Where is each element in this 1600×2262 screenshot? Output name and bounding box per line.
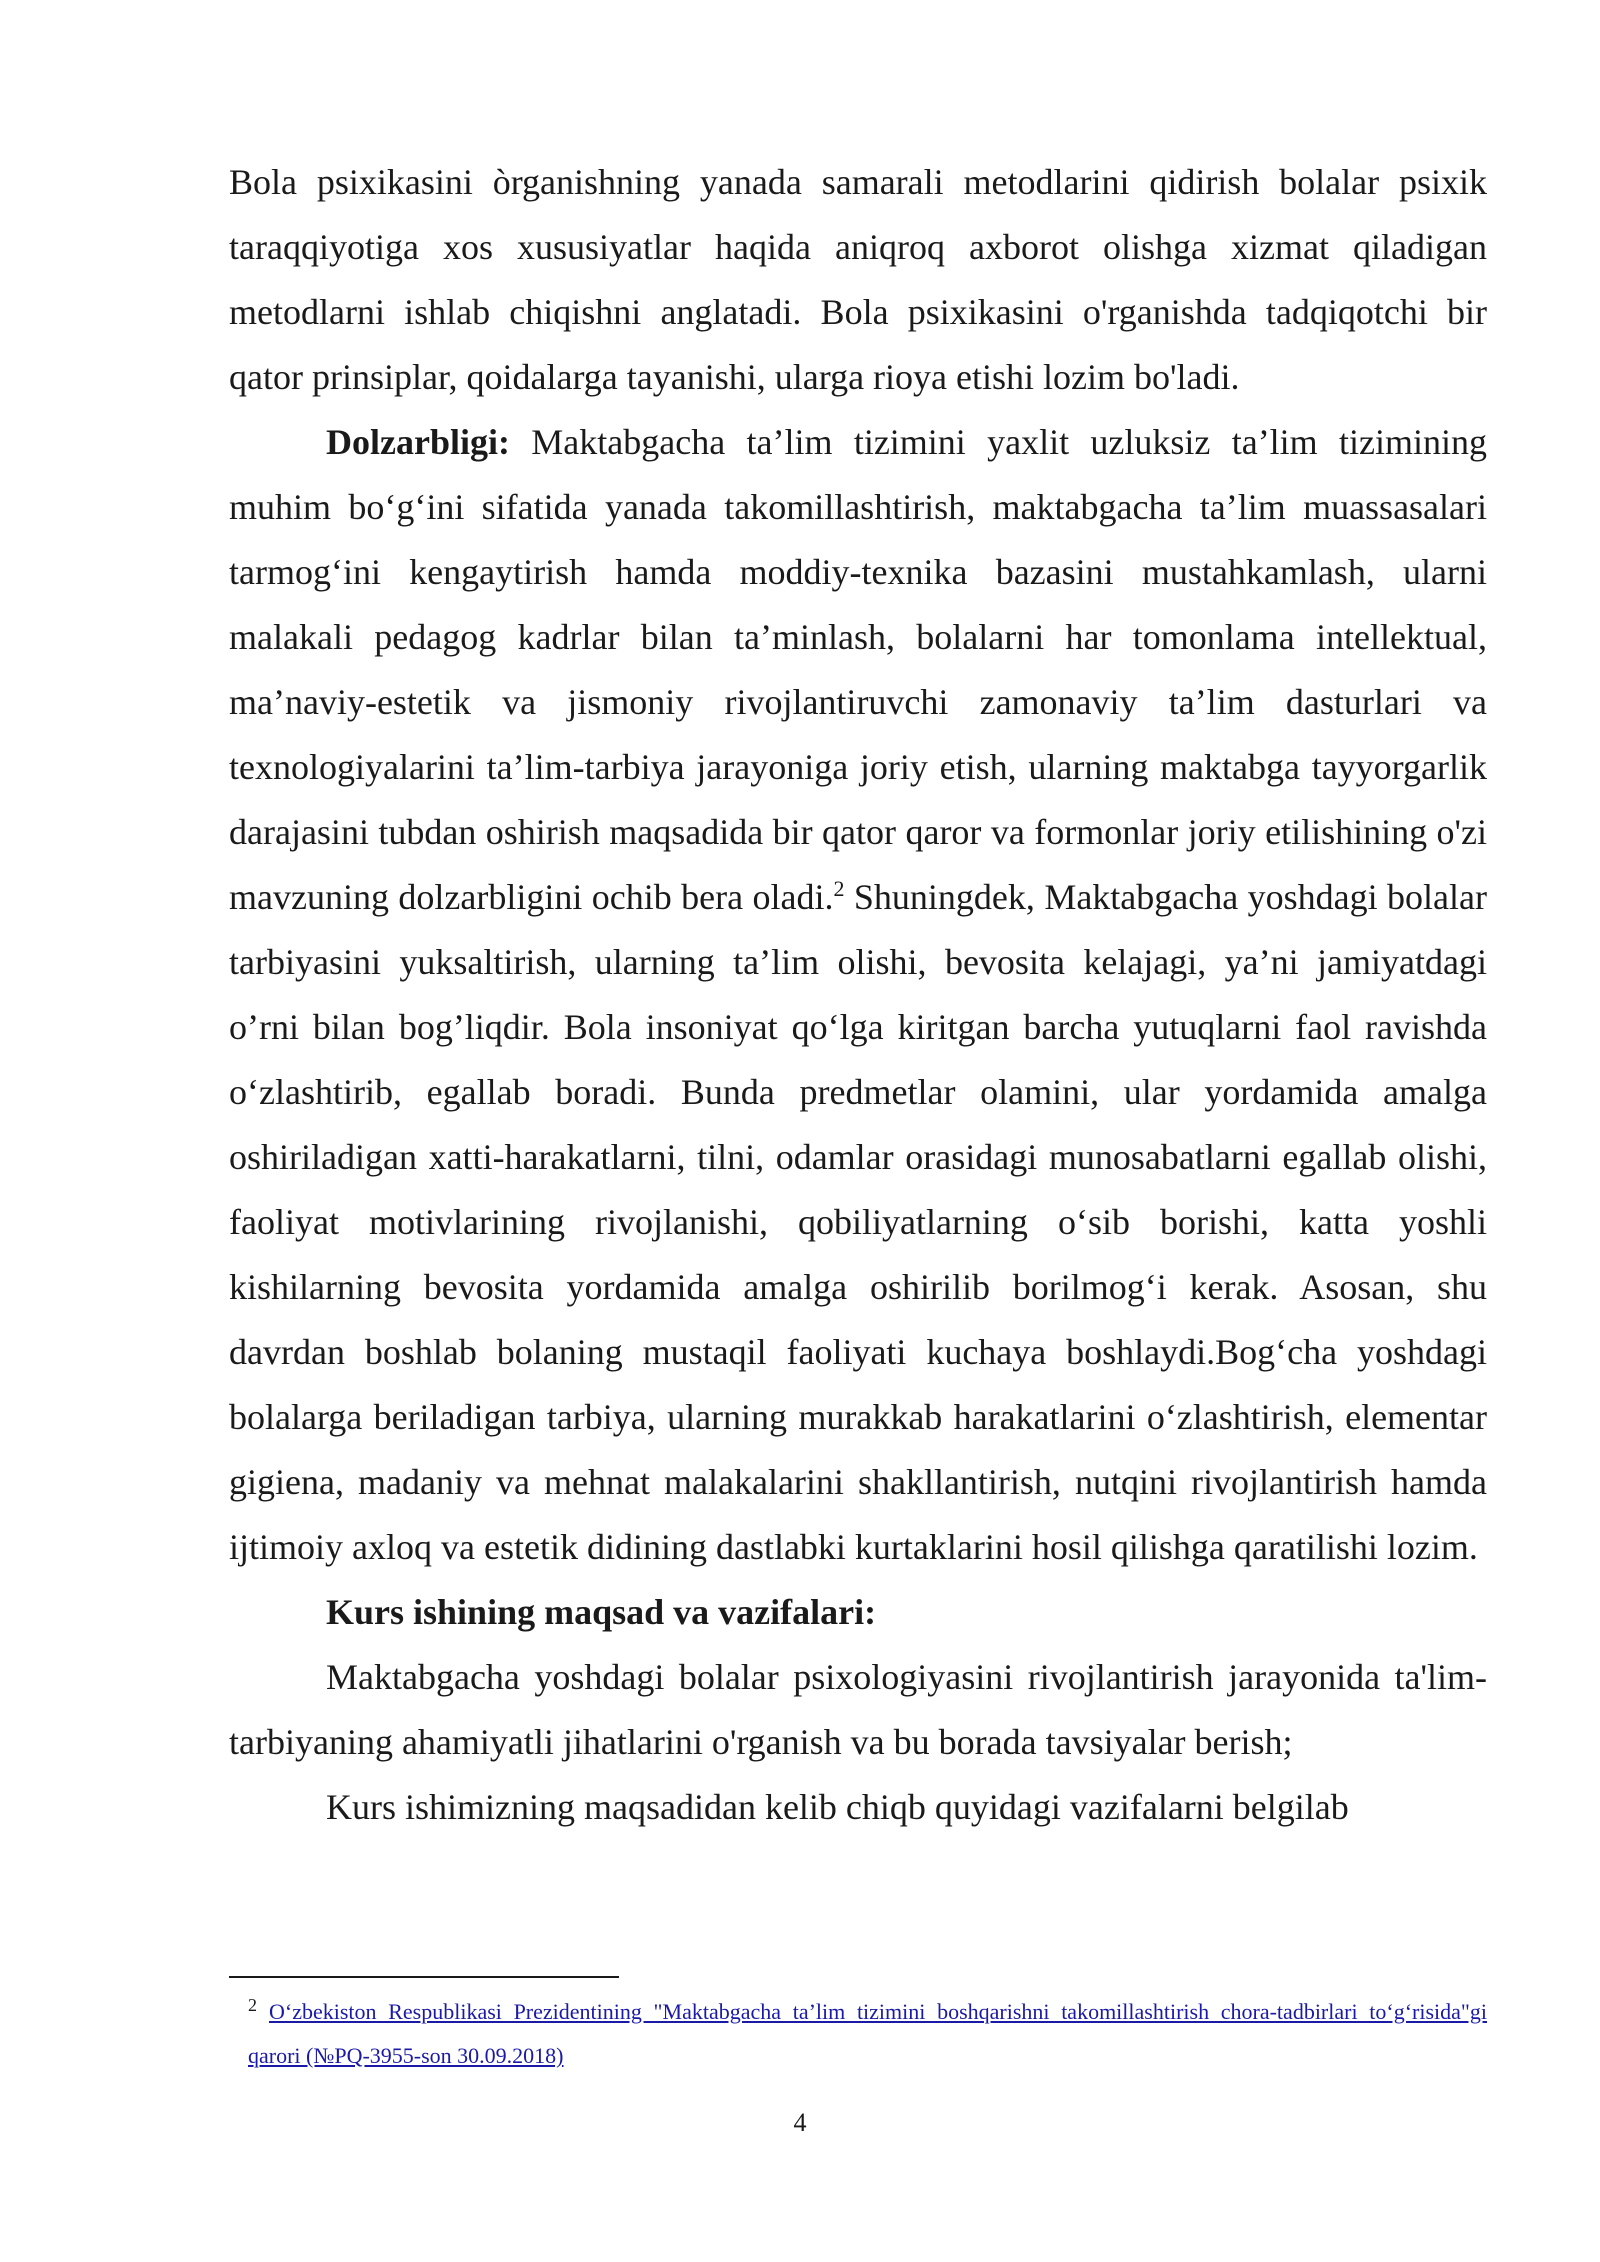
page-number: 4 (793, 2108, 807, 2137)
relevance-text-part-b: Shuningdek, Maktabgacha yoshdagi bolalar tarbiyasini yuksaltirish, ularning ta’lim olishi, bevosita kelajagi, ya’ni jamiyatdagi o’rni bilan bog’liqdir. Bola insoniyat qo‘lga kiritgan barcha yutuqlarni faol ravishda o‘zlashtirib, egallab boradi. Bunda predmetlar olamini, ular yordamida amalga oshiriladigan xatti-harakatlarni, tilni, odamlar orasidagi munosabatlarni egallab olishi, faoliyat motivlarining rivojlanishi, qobiliyatlarning o‘sib borishi, katta yoshli kishilarning bevosita yordamida amalga oshirilib borilmog‘i kerak. Asosan, shu davrdan boshlab bolaning mustaqil faoliyati kuchaya boshlaydi.Bog‘cha yoshdagi bolalarga beriladigan tarbiya, ularning murakkab harakatlarini o‘zlashtirish, elementar gigiena, madaniy va mehnat malakalarini shakllantirish, nutqini rivojlantirish hamda ijtimoiy axloq va estetik didining dastlabki kurtaklarini hosil qilishga qaratilishi lozim. (229, 877, 1487, 1567)
paragraph-intro: Bola psixikasini òrganishning yanada samarali metodlarini qidirish bolalar psixik taraqqiyotiga xos xususiyatlar haqida aniqroq axborot olishga xizmat qiladigan metodlarni ishlab chiqishni anglatadi. Bola psixikasini o'rganishda tadqiqotchi bir qator prinsiplar, qoidalarga tayanishi, ularga rioya etishi lozim bo'ladi. (229, 162, 1487, 397)
paragraph-tasks: Kurs ishimizning maqsadidan kelib chiqb quyidagi vazifalarni belgilab (326, 1787, 1349, 1827)
footnote-number: 2 (248, 1994, 257, 2015)
relevance-text-part-a: Maktabgacha ta’lim tizimini yaxlit uzluksiz ta’lim tizimining muhim bo‘g‘ini sifatida yanada takomillashtirish, maktabgacha ta’lim muassasalari tarmog‘ini kengaytirish hamda moddiy-texnika bazasini mustahkamlash, ularni malakali pedagog kadrlar bilan ta’minlash, bolalarni har tomonlama intellektual, ma’naviy-estetik va jismoniy rivojlantiruvchi zamonaviy ta’lim dasturlari va texnologiyalarini ta’lim-tarbiya jarayoniga joriy etish, ularning maktabga tayyorgarlik darajasini tubdan oshirish maqsadida bir qator qaror va formonlar joriy etilishining o'zi mavzuning dolzarbligini ochib bera oladi. (229, 422, 1487, 917)
page-body (229, 150, 1487, 1840)
paragraph-relevance (229, 410, 1487, 1580)
footnote (248, 1990, 1487, 2078)
footnote-link[interactable]: O‘zbekiston Respublikasi Prezidentining "Maktabgacha ta’lim tizimini boshqarishni takomillashtirish chora-tadbirlari to‘g‘risida"gi qarori (№PQ-3955-son 30.09.2018) (248, 1999, 1487, 2068)
footnote-reference[interactable]: 2 (833, 876, 845, 901)
relevance-label: Dolzarbligi: (326, 422, 510, 462)
paragraph-goal: Maktabgacha yoshdagi bolalar psixologiyasini rivojlantirish jarayonida ta'lim-tarbiyaning ahamiyatli jihatlarini o'rganish va bu borada tavsiyalar berish; (229, 1657, 1487, 1762)
footnote-divider (229, 1976, 619, 1978)
section-heading: Kurs ishining maqsad va vazifalari: (326, 1592, 877, 1632)
